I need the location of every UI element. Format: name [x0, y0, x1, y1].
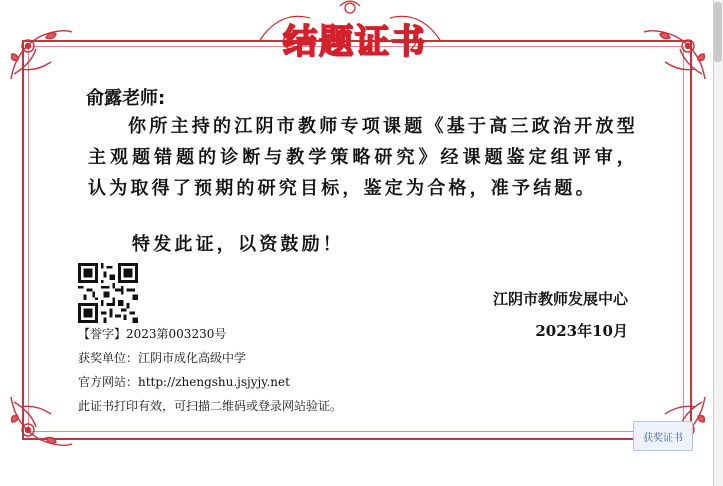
certificate-number: 【誉字】2023第003230号: [78, 327, 227, 341]
body-paragraph: 你所主持的江阴市教师专项课题《基于高三政治开放型主观题错题的诊断与教学策略研究》经课题鉴定组评审，认为取得了预期的研究目标，鉴定为合格，准予结题。: [88, 116, 638, 199]
vertical-scrollbar[interactable]: [714, 0, 723, 486]
verify-note: 此证书打印有效，可扫描二维码或登录网站验证。: [78, 399, 343, 413]
scrollbar-thumb[interactable]: [714, 2, 722, 62]
certificate-body: [88, 111, 638, 204]
certificate-date: 2023年10月: [535, 322, 628, 340]
qr-code-icon: [78, 263, 138, 323]
closing-line: 特发此证，以资鼓励！: [132, 234, 344, 255]
issuer-name: 江阴市教师发展中心: [492, 290, 628, 308]
certificate-title: 结题证书: [283, 22, 427, 62]
website-link[interactable]: 官方网站：http://zhengshu.jsjyjy.net: [78, 375, 290, 389]
floral-corner-icon: [640, 24, 710, 84]
winner-unit: 获奖单位：江阴市成化高级中学: [78, 351, 247, 365]
certificate-thumbnail-button[interactable]: 获奖证书: [633, 421, 693, 451]
recipient-name: 俞露老师:: [86, 88, 166, 109]
floral-corner-icon: [6, 24, 76, 84]
floral-corner-icon: [6, 392, 76, 452]
